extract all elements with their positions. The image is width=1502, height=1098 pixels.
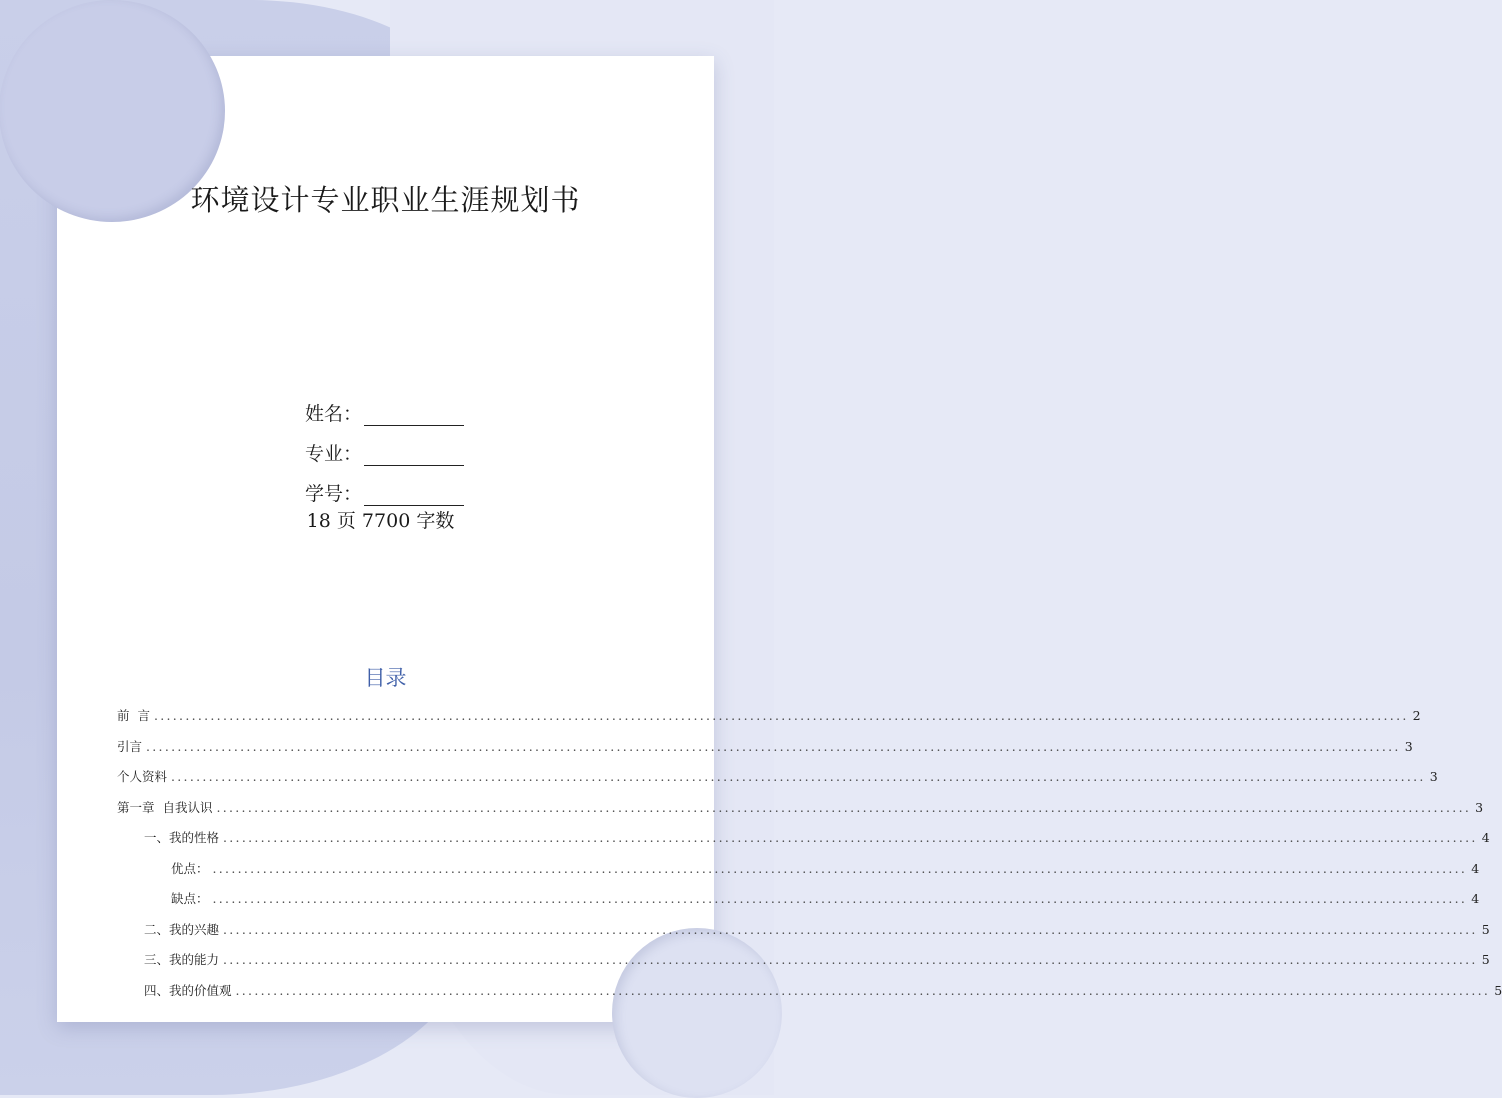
toc-entry-page: 5: [1494, 982, 1502, 998]
toc-entry-label: 优点：: [171, 860, 209, 876]
toc-entry[interactable]: [117, 701, 1421, 732]
info-field-name: [305, 386, 505, 426]
info-field-major: [305, 426, 505, 466]
toc-entry-page: 2: [1412, 708, 1421, 723]
toc-entry-page: 4: [1481, 830, 1490, 845]
toc-entry-label: 前 言: [117, 708, 150, 723]
info-label: 姓名：: [305, 403, 363, 425]
toc-leader-dots: ........................................................................................................................................................................................................: [235, 982, 1491, 998]
toc-entry[interactable]: [117, 945, 1490, 976]
personal-info-block: [305, 386, 505, 506]
toc-entry-page: 5: [1481, 952, 1490, 967]
info-label: 专业：: [305, 443, 363, 465]
toc-entry-page: 4: [1471, 891, 1480, 906]
page-count-info: 18 页 7700 字数: [306, 510, 455, 532]
blank-line: [364, 483, 464, 506]
toc-entry-page: 3: [1429, 769, 1438, 784]
toc-leader-dots: ........................................................................................................................................................................................................: [146, 738, 1401, 754]
toc-entry[interactable]: [117, 915, 1490, 946]
info-label: 学号：: [305, 483, 363, 505]
toc-entry-label: 引言: [117, 738, 143, 754]
toc-entry[interactable]: [117, 976, 1502, 1007]
toc-entry-page: 5: [1481, 921, 1490, 937]
toc-entry[interactable]: [117, 793, 1484, 824]
toc-leader-dots: ........................................................................................................................................................................................................: [223, 921, 1478, 937]
toc-entry-label: 三、我的能力: [144, 952, 220, 967]
toc-entry-label: 二、我的兴趣: [144, 921, 220, 937]
toc-entry-page: 3: [1404, 738, 1413, 754]
toc-leader-dots: ........................................................................................................................................................................................................: [223, 952, 1478, 967]
toc-entry-label: 一、我的性格: [144, 830, 220, 845]
toc-leader-dots: ........................................................................................................................................................................................................: [212, 860, 1468, 876]
document-title: 环境设计专业职业生涯规划书: [190, 183, 581, 217]
toc-entry-label: 缺点：: [171, 891, 209, 906]
toc-entry-page: 3: [1475, 799, 1484, 815]
document-page: [57, 56, 1502, 1022]
toc-entry[interactable]: [117, 762, 1438, 793]
toc-title: 目录: [364, 666, 407, 690]
toc-entry-label: 个人资料: [117, 769, 168, 784]
toc-entry-label: 四、我的价值观: [144, 982, 232, 998]
toc-leader-dots: ........................................................................................................................................................................................................: [223, 830, 1478, 845]
toc-entry[interactable]: [117, 732, 1413, 763]
toc-entry-label: 第一章 自我认识: [117, 799, 213, 815]
blank-line: [364, 403, 464, 426]
info-field-student-id: [305, 466, 505, 506]
toc-leader-dots: ........................................................................................................................................................................................................: [216, 799, 1472, 815]
toc-entry[interactable]: [117, 854, 1480, 885]
table-of-contents: [117, 701, 1502, 1006]
toc-entry-page: 4: [1471, 860, 1480, 876]
toc-entry[interactable]: [117, 823, 1490, 854]
blank-line: [364, 443, 464, 466]
toc-leader-dots: ........................................................................................................................................................................................................: [212, 891, 1468, 906]
toc-leader-dots: ........................................................................................................................................................................................................: [153, 708, 1409, 723]
toc-leader-dots: ........................................................................................................................................................................................................: [171, 769, 1426, 784]
toc-entry[interactable]: [117, 884, 1480, 915]
